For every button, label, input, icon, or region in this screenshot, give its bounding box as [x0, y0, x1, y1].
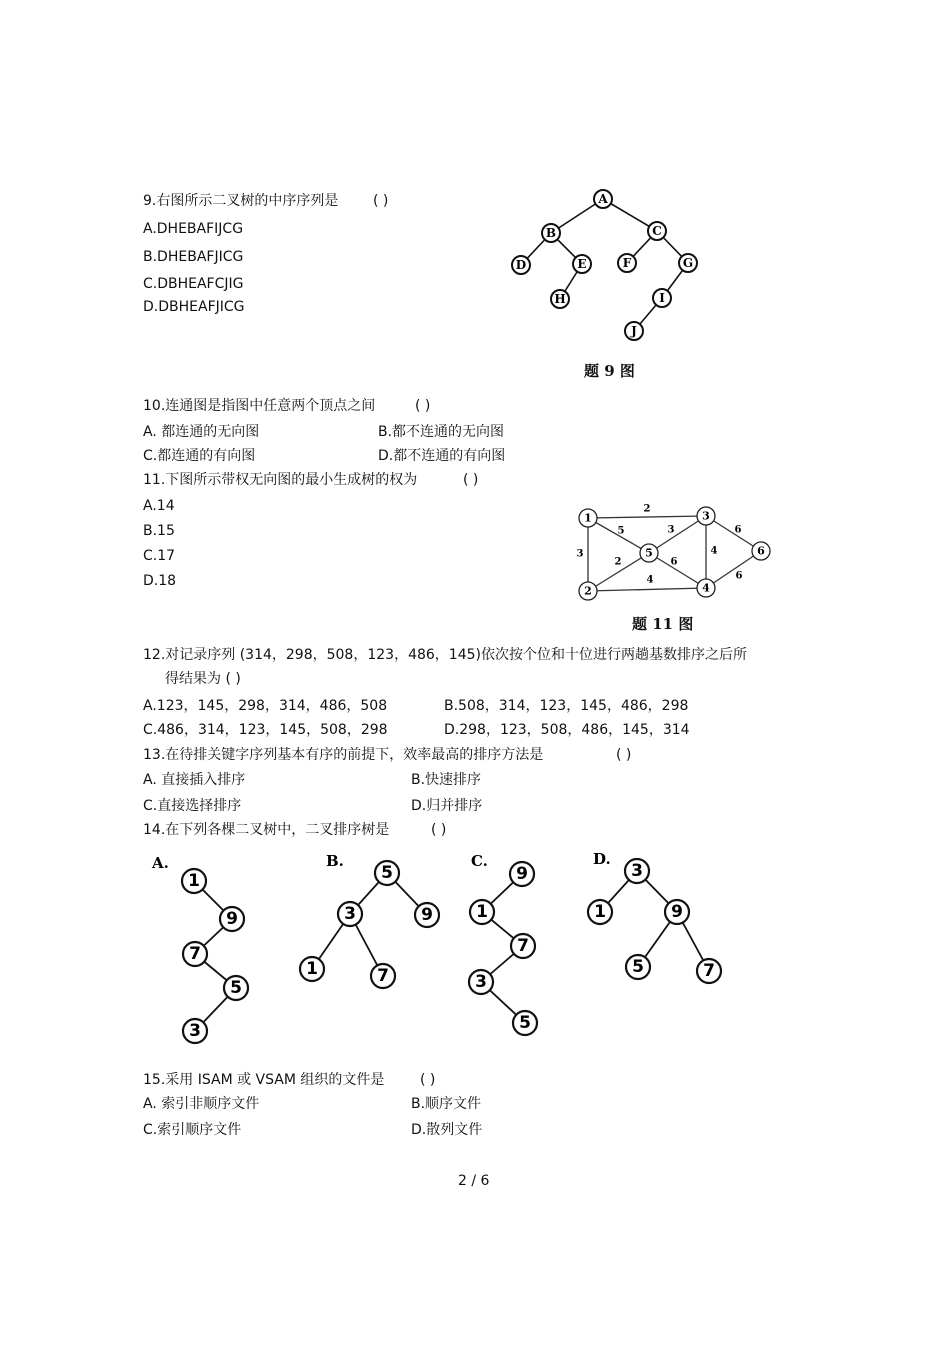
q14-answer-paren: ( ) [431, 822, 447, 838]
q15-answer-paren: ( ) [420, 1072, 436, 1088]
svg-text:2: 2 [614, 556, 622, 568]
svg-text:5: 5 [632, 957, 644, 977]
svg-text:3: 3 [667, 524, 675, 536]
q12-option-d: D.298，123，508，486，145，314 [444, 722, 690, 738]
svg-text:9: 9 [421, 905, 433, 925]
svg-text:D: D [515, 258, 527, 272]
q14-b-node-2 [338, 902, 362, 926]
svg-text:A: A [598, 192, 608, 206]
svg-text:1: 1 [584, 511, 592, 525]
q11-option-c: C.17 [143, 548, 176, 564]
q9-stem: 9.右图所示二叉树的中序序列是 [143, 193, 339, 209]
q10-stem: 10.连通图是指图中任意两个顶点之间 [143, 398, 376, 414]
q14-a-node-2 [220, 907, 244, 931]
q14-a-node-4 [224, 976, 248, 1000]
q12-option-b: B.508，314，123，145，486，298 [444, 698, 689, 714]
q15-stem: 15.采用 ISAM 或 VSAM 组织的文件是 [143, 1072, 385, 1088]
svg-text:6: 6 [757, 544, 765, 558]
svg-text:3: 3 [631, 861, 643, 881]
svg-text:A.: A. [152, 854, 169, 872]
q14-d-node-root [625, 859, 649, 883]
svg-text:B: B [545, 226, 557, 240]
svg-text:9: 9 [671, 902, 683, 922]
q14-a-node-5 [183, 1019, 207, 1043]
svg-text:C: C [652, 224, 662, 238]
q11-option-a: A.14 [143, 498, 175, 514]
q14-b-node-5 [371, 964, 395, 988]
q10-option-d: D.都不连通的有向图 [378, 448, 506, 464]
svg-text:7: 7 [703, 961, 715, 981]
q14-b-node-4 [300, 957, 324, 981]
q14-d-node-3 [665, 900, 689, 924]
q13-answer-paren: ( ) [616, 747, 632, 763]
q11-option-d: D.18 [143, 573, 177, 589]
q14-d-node-2 [588, 900, 612, 924]
q14-c-node-4 [469, 970, 493, 994]
q13-option-a: A. 直接插入排序 [143, 772, 246, 788]
svg-text:5: 5 [230, 978, 242, 998]
q14-c-node-root [510, 862, 534, 886]
svg-text:7: 7 [517, 936, 529, 956]
q9-option-b: B.DHEBAFJICG [143, 249, 244, 265]
q13-option-d: D.归并排序 [411, 798, 483, 814]
q14-c-node-3 [511, 934, 535, 958]
svg-text:4: 4 [710, 545, 718, 557]
svg-text:I: I [659, 291, 665, 305]
q14-stem: 14.在下列各棵二叉树中，二叉排序树是 [143, 822, 390, 838]
q10-answer-paren: ( ) [415, 398, 431, 414]
q14-d-node-4 [626, 955, 650, 979]
q9-answer-paren: ( ) [373, 193, 389, 209]
q14-c-node-2 [470, 900, 494, 924]
svg-text:7: 7 [189, 944, 201, 964]
q11-figure-caption: 题 11 图 [632, 615, 694, 633]
svg-text:7: 7 [377, 966, 389, 986]
q14-b-node-3 [415, 903, 439, 927]
q13-option-c: C.直接选择排序 [143, 798, 242, 814]
q13-option-b: B.快速排序 [411, 772, 482, 788]
svg-text:F: F [622, 256, 632, 270]
q14-b-node-root [375, 861, 399, 885]
q11-answer-paren: ( ) [463, 472, 479, 488]
q9-option-c: C.DBHEAFCJIG [143, 276, 244, 292]
q9-option-a: A.DHEBAFIJCG [143, 221, 244, 237]
q14-a-node-root [182, 869, 206, 893]
svg-text:3: 3 [344, 904, 356, 924]
svg-text:1: 1 [476, 902, 488, 922]
svg-text:6: 6 [734, 524, 742, 536]
q13-stem: 13.在待排关键字序列基本有序的前提下，效率最高的排序方法是 [143, 747, 544, 763]
svg-text:1: 1 [594, 902, 606, 922]
page-number: 2 / 6 [458, 1173, 490, 1189]
svg-text:5: 5 [519, 1013, 531, 1033]
svg-text:E: E [577, 257, 587, 271]
svg-text:1: 1 [188, 871, 200, 891]
svg-text:2: 2 [643, 503, 651, 515]
svg-text:C.: C. [471, 852, 488, 870]
q15-option-b: B.顺序文件 [411, 1096, 482, 1112]
q11-stem: 11.下图所示带权无向图的最小生成树的权为 [143, 472, 418, 488]
svg-text:3: 3 [189, 1021, 201, 1041]
svg-text:6: 6 [735, 570, 743, 582]
svg-text:4: 4 [702, 581, 710, 595]
q15-option-c: C.索引顺序文件 [143, 1122, 242, 1138]
q14-d-node-5 [697, 959, 721, 983]
svg-text:5: 5 [645, 546, 653, 560]
svg-text:4: 4 [646, 574, 654, 586]
q11-option-b: B.15 [143, 523, 175, 539]
svg-text:B.: B. [326, 852, 344, 870]
svg-text:9: 9 [226, 909, 238, 929]
svg-text:5: 5 [617, 525, 625, 537]
q12-option-c: C.486，314，123，145，508，298 [143, 722, 388, 738]
svg-text:G: G [682, 256, 694, 270]
q14-a-node-3 [183, 942, 207, 966]
svg-text:6: 6 [670, 556, 678, 568]
q15-option-d: D.散列文件 [411, 1122, 483, 1138]
q12-option-a: A.123，145，298，314，486，508 [143, 698, 388, 714]
q15-option-a: A. 索引非顺序文件 [143, 1096, 260, 1112]
svg-text:2: 2 [584, 584, 592, 598]
svg-text:J: J [631, 324, 637, 338]
svg-text:3: 3 [702, 509, 710, 523]
q9-option-d: D.DBHEAFJICG [143, 299, 245, 315]
svg-text:H: H [554, 292, 566, 306]
q9-figure-caption: 题 9 图 [584, 362, 635, 380]
svg-text:5: 5 [381, 863, 393, 883]
svg-text:1: 1 [306, 959, 318, 979]
q10-option-a: A. 都连通的无向图 [143, 424, 260, 440]
svg-text:3: 3 [475, 972, 487, 992]
svg-text:9: 9 [516, 864, 528, 884]
q14-c-node-5 [513, 1011, 537, 1035]
q10-option-c: C.都连通的有向图 [143, 448, 256, 464]
svg-text:D.: D. [593, 850, 611, 868]
svg-text:3: 3 [576, 548, 584, 560]
q12-stem-line2: 得结果为 ( ) [165, 671, 241, 687]
q10-option-b: B.都不连通的无向图 [378, 424, 505, 440]
q12-stem-line1: 12.对记录序列 (314，298，508，123，486，145)依次按个位和十位进行两趟基数排序之后所 [143, 647, 747, 663]
